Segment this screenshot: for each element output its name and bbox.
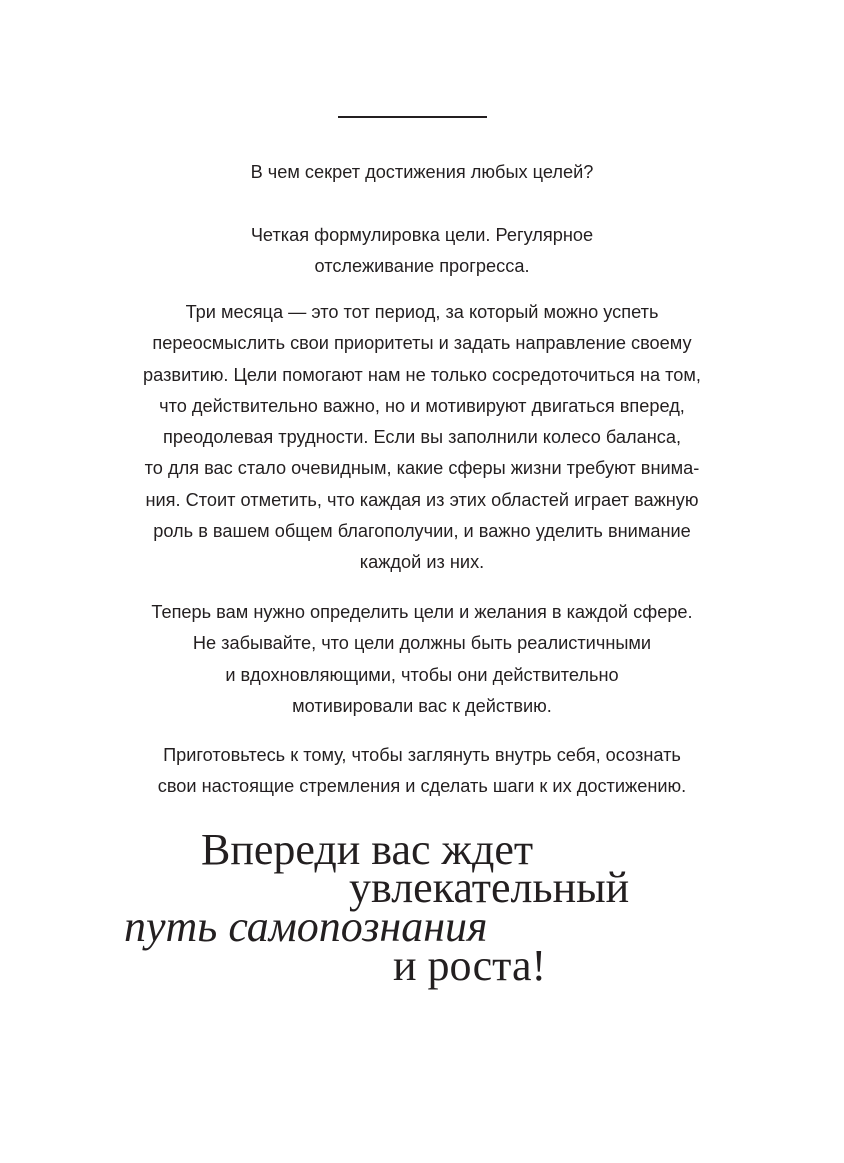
paragraph-look-inside <box>60 740 784 803</box>
text-line: развитию. Цели помогают нам не только сосредоточиться на том, <box>143 364 701 385</box>
paragraph-three-months <box>60 297 784 579</box>
text-line: Четкая формулировка цели. Регулярное <box>250 225 594 245</box>
text-line: Не забывайте, что цели должны быть реалистичными <box>192 633 652 654</box>
text-line: каждой из них. <box>359 552 485 573</box>
headline-line-1: Впереди вас ждет <box>201 825 534 874</box>
text-line: роль в вашем общем благополучии, и важно уделить внимание <box>153 521 691 542</box>
text-line: Три месяца — это тот период, за который можно успеть <box>185 302 659 322</box>
text-line: и вдохновляющими, чтобы они действительно <box>225 664 619 685</box>
text-line: преодолевая трудности. Если вы заполнили колесо баланса, <box>162 427 682 448</box>
text-line: В чем секрет достижения любых целей? <box>250 162 594 182</box>
headline-line-4: и роста! <box>393 941 547 990</box>
answer-paragraph <box>60 220 784 283</box>
text-line: отслеживание прогресса. <box>314 256 530 277</box>
intro-question <box>60 157 784 188</box>
text-line: переосмыслить свои приоритеты и задать направление своему <box>152 333 692 354</box>
text-line: ния. Стоит отметить, что каждая из этих областей играет важную <box>145 489 699 510</box>
text-line: что действительно важно, но и мотивируют двигаться вперед, <box>159 395 685 416</box>
top-divider-rule <box>338 116 487 118</box>
text-line: Приготовьтесь к тому, чтобы заглянуть внутрь себя, осознать <box>163 745 681 765</box>
paragraph-define-goals <box>60 597 784 722</box>
text-line: то для вас стало очевидным, какие сферы жизни требуют внима- <box>144 458 700 479</box>
text-line: Теперь вам нужно определить цели и желания в каждой сфере. <box>151 602 693 622</box>
text-line: свои настоящие стремления и сделать шаги к их достижению. <box>157 776 687 797</box>
headline-line-2: увлекательный <box>349 863 630 912</box>
text-line: мотивировали вас к действию. <box>292 695 552 716</box>
headline-line-3-italic: путь самопознания <box>124 902 488 951</box>
